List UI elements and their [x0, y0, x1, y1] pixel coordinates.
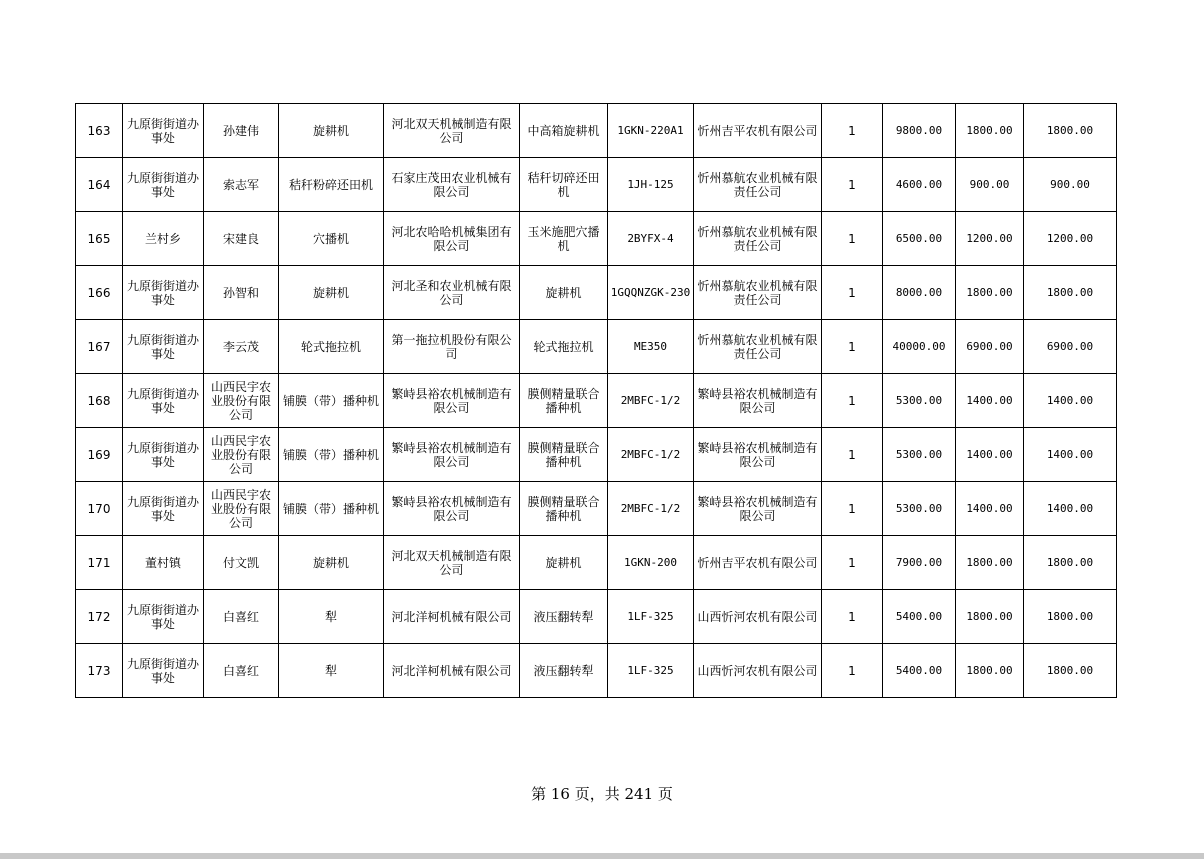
- cell-product: 膜侧精量联合播种机: [520, 428, 608, 482]
- cell-total: 1200.00: [1024, 212, 1117, 266]
- cell-subsidy: 1800.00: [956, 266, 1024, 320]
- cell-no: 165: [76, 212, 123, 266]
- cell-dealer: 山西忻河农机有限公司: [694, 590, 822, 644]
- cell-qty: 1: [822, 320, 883, 374]
- table-row: [76, 320, 1117, 374]
- cell-price: 6500.00: [883, 212, 956, 266]
- cell-price: 5300.00: [883, 428, 956, 482]
- cell-no: 166: [76, 266, 123, 320]
- cell-model: 1JH-125: [608, 158, 694, 212]
- cell-dealer: 忻州慕航农业机械有限责任公司: [694, 266, 822, 320]
- table-row: [76, 428, 1117, 482]
- cell-total: 1400.00: [1024, 428, 1117, 482]
- cell-product: 膜侧精量联合播种机: [520, 374, 608, 428]
- cell-model: 2MBFC-1/2: [608, 428, 694, 482]
- cell-price: 40000.00: [883, 320, 956, 374]
- cell-qty: 1: [822, 374, 883, 428]
- cell-product: 膜侧精量联合播种机: [520, 482, 608, 536]
- cell-area: 九原街街道办事处: [123, 374, 204, 428]
- table-row: [76, 644, 1117, 698]
- cell-product: 玉米施肥穴播机: [520, 212, 608, 266]
- cell-buyer: 山西民宇农业股份有限公司: [204, 374, 279, 428]
- cell-maker: 繁峙县裕农机械制造有限公司: [384, 374, 520, 428]
- cell-price: 5300.00: [883, 482, 956, 536]
- cell-product: 中高箱旋耕机: [520, 104, 608, 158]
- cell-subsidy: 6900.00: [956, 320, 1024, 374]
- cell-price: 9800.00: [883, 104, 956, 158]
- cell-dealer: 忻州慕航农业机械有限责任公司: [694, 320, 822, 374]
- cell-area: 九原街街道办事处: [123, 590, 204, 644]
- cell-dealer: 繁峙县裕农机械制造有限公司: [694, 374, 822, 428]
- cell-no: 172: [76, 590, 123, 644]
- cell-price: 7900.00: [883, 536, 956, 590]
- cell-category: 穴播机: [279, 212, 384, 266]
- cell-subsidy: 1800.00: [956, 536, 1024, 590]
- cell-buyer: 孙智和: [204, 266, 279, 320]
- cell-price: 5400.00: [883, 590, 956, 644]
- cell-no: 163: [76, 104, 123, 158]
- cell-area: 九原街街道办事处: [123, 482, 204, 536]
- cell-dealer: 繁峙县裕农机械制造有限公司: [694, 482, 822, 536]
- cell-no: 171: [76, 536, 123, 590]
- cell-model: 1GKN-200: [608, 536, 694, 590]
- cell-model: 2MBFC-1/2: [608, 374, 694, 428]
- cell-total: 1800.00: [1024, 104, 1117, 158]
- cell-dealer: 忻州慕航农业机械有限责任公司: [694, 212, 822, 266]
- viewer-bottom-edge: [0, 853, 1204, 859]
- cell-buyer: 山西民宇农业股份有限公司: [204, 428, 279, 482]
- cell-category: 铺膜（带）播种机: [279, 428, 384, 482]
- cell-qty: 1: [822, 644, 883, 698]
- cell-subsidy: 1800.00: [956, 644, 1024, 698]
- cell-qty: 1: [822, 590, 883, 644]
- table-row: [76, 536, 1117, 590]
- cell-category: 旋耕机: [279, 104, 384, 158]
- cell-category: 旋耕机: [279, 266, 384, 320]
- table-row: [76, 266, 1117, 320]
- cell-buyer: 付文凯: [204, 536, 279, 590]
- table-row: [76, 104, 1117, 158]
- cell-subsidy: 1800.00: [956, 104, 1024, 158]
- page-number: 第 16 页，共 241 页: [531, 785, 673, 803]
- cell-total: 1800.00: [1024, 590, 1117, 644]
- cell-no: 173: [76, 644, 123, 698]
- cell-maker: 河北圣和农业机械有限公司: [384, 266, 520, 320]
- cell-area: 九原街街道办事处: [123, 104, 204, 158]
- cell-product: 旋耕机: [520, 266, 608, 320]
- cell-price: 5400.00: [883, 644, 956, 698]
- cell-subsidy: 1400.00: [956, 428, 1024, 482]
- cell-area: 九原街街道办事处: [123, 158, 204, 212]
- cell-price: 4600.00: [883, 158, 956, 212]
- cell-total: 1800.00: [1024, 266, 1117, 320]
- subsidy-table: [75, 103, 1117, 698]
- cell-product: 轮式拖拉机: [520, 320, 608, 374]
- cell-subsidy: 1400.00: [956, 482, 1024, 536]
- cell-maker: 繁峙县裕农机械制造有限公司: [384, 428, 520, 482]
- cell-total: 1400.00: [1024, 374, 1117, 428]
- table-row: [76, 482, 1117, 536]
- cell-dealer: 繁峙县裕农机械制造有限公司: [694, 428, 822, 482]
- cell-price: 8000.00: [883, 266, 956, 320]
- cell-qty: 1: [822, 266, 883, 320]
- cell-area: 九原街街道办事处: [123, 428, 204, 482]
- cell-model: 2BYFX-4: [608, 212, 694, 266]
- cell-model: 1LF-325: [608, 644, 694, 698]
- cell-dealer: 忻州慕航农业机械有限责任公司: [694, 158, 822, 212]
- cell-no: 169: [76, 428, 123, 482]
- cell-qty: 1: [822, 536, 883, 590]
- table-row: [76, 158, 1117, 212]
- cell-category: 犁: [279, 644, 384, 698]
- cell-maker: 繁峙县裕农机械制造有限公司: [384, 482, 520, 536]
- cell-category: 铺膜（带）播种机: [279, 374, 384, 428]
- cell-maker: 第一拖拉机股份有限公司: [384, 320, 520, 374]
- cell-buyer: 白喜红: [204, 644, 279, 698]
- cell-dealer: 忻州吉平农机有限公司: [694, 104, 822, 158]
- cell-subsidy: 1800.00: [956, 590, 1024, 644]
- cell-area: 九原街街道办事处: [123, 644, 204, 698]
- cell-product: 液压翻转犁: [520, 644, 608, 698]
- cell-total: 1800.00: [1024, 644, 1117, 698]
- cell-category: 轮式拖拉机: [279, 320, 384, 374]
- cell-no: 164: [76, 158, 123, 212]
- cell-subsidy: 1200.00: [956, 212, 1024, 266]
- cell-maker: 河北洋柯机械有限公司: [384, 644, 520, 698]
- cell-dealer: 忻州吉平农机有限公司: [694, 536, 822, 590]
- cell-area: 兰村乡: [123, 212, 204, 266]
- cell-category: 旋耕机: [279, 536, 384, 590]
- cell-product: 旋耕机: [520, 536, 608, 590]
- cell-maker: 河北洋柯机械有限公司: [384, 590, 520, 644]
- cell-qty: 1: [822, 212, 883, 266]
- cell-buyer: 孙建伟: [204, 104, 279, 158]
- cell-total: 1800.00: [1024, 536, 1117, 590]
- cell-area: 董村镇: [123, 536, 204, 590]
- cell-buyer: 索志军: [204, 158, 279, 212]
- cell-qty: 1: [822, 158, 883, 212]
- cell-qty: 1: [822, 428, 883, 482]
- cell-no: 168: [76, 374, 123, 428]
- cell-total: 900.00: [1024, 158, 1117, 212]
- cell-no: 170: [76, 482, 123, 536]
- cell-total: 6900.00: [1024, 320, 1117, 374]
- cell-buyer: 白喜红: [204, 590, 279, 644]
- cell-area: 九原街街道办事处: [123, 320, 204, 374]
- cell-subsidy: 900.00: [956, 158, 1024, 212]
- cell-maker: 河北双天机械制造有限公司: [384, 536, 520, 590]
- cell-price: 5300.00: [883, 374, 956, 428]
- table-row: [76, 590, 1117, 644]
- cell-no: 167: [76, 320, 123, 374]
- cell-area: 九原街街道办事处: [123, 266, 204, 320]
- cell-dealer: 山西忻河农机有限公司: [694, 644, 822, 698]
- cell-qty: 1: [822, 482, 883, 536]
- cell-maker: 石家庄茂田农业机械有限公司: [384, 158, 520, 212]
- cell-model: 1GKN-220A1: [608, 104, 694, 158]
- cell-qty: 1: [822, 104, 883, 158]
- cell-model: ME350: [608, 320, 694, 374]
- cell-model: 1LF-325: [608, 590, 694, 644]
- table-row: [76, 374, 1117, 428]
- cell-buyer: 宋建良: [204, 212, 279, 266]
- cell-subsidy: 1400.00: [956, 374, 1024, 428]
- cell-category: 犁: [279, 590, 384, 644]
- cell-category: 铺膜（带）播种机: [279, 482, 384, 536]
- table-row: [76, 212, 1117, 266]
- cell-maker: 河北农哈哈机械集团有限公司: [384, 212, 520, 266]
- cell-buyer: 山西民宇农业股份有限公司: [204, 482, 279, 536]
- cell-category: 秸秆粉碎还田机: [279, 158, 384, 212]
- cell-product: 秸秆切碎还田机: [520, 158, 608, 212]
- cell-product: 液压翻转犁: [520, 590, 608, 644]
- cell-model: 2MBFC-1/2: [608, 482, 694, 536]
- cell-buyer: 李云茂: [204, 320, 279, 374]
- cell-maker: 河北双天机械制造有限公司: [384, 104, 520, 158]
- cell-model: 1GQQNZGK-230: [608, 266, 694, 320]
- cell-total: 1400.00: [1024, 482, 1117, 536]
